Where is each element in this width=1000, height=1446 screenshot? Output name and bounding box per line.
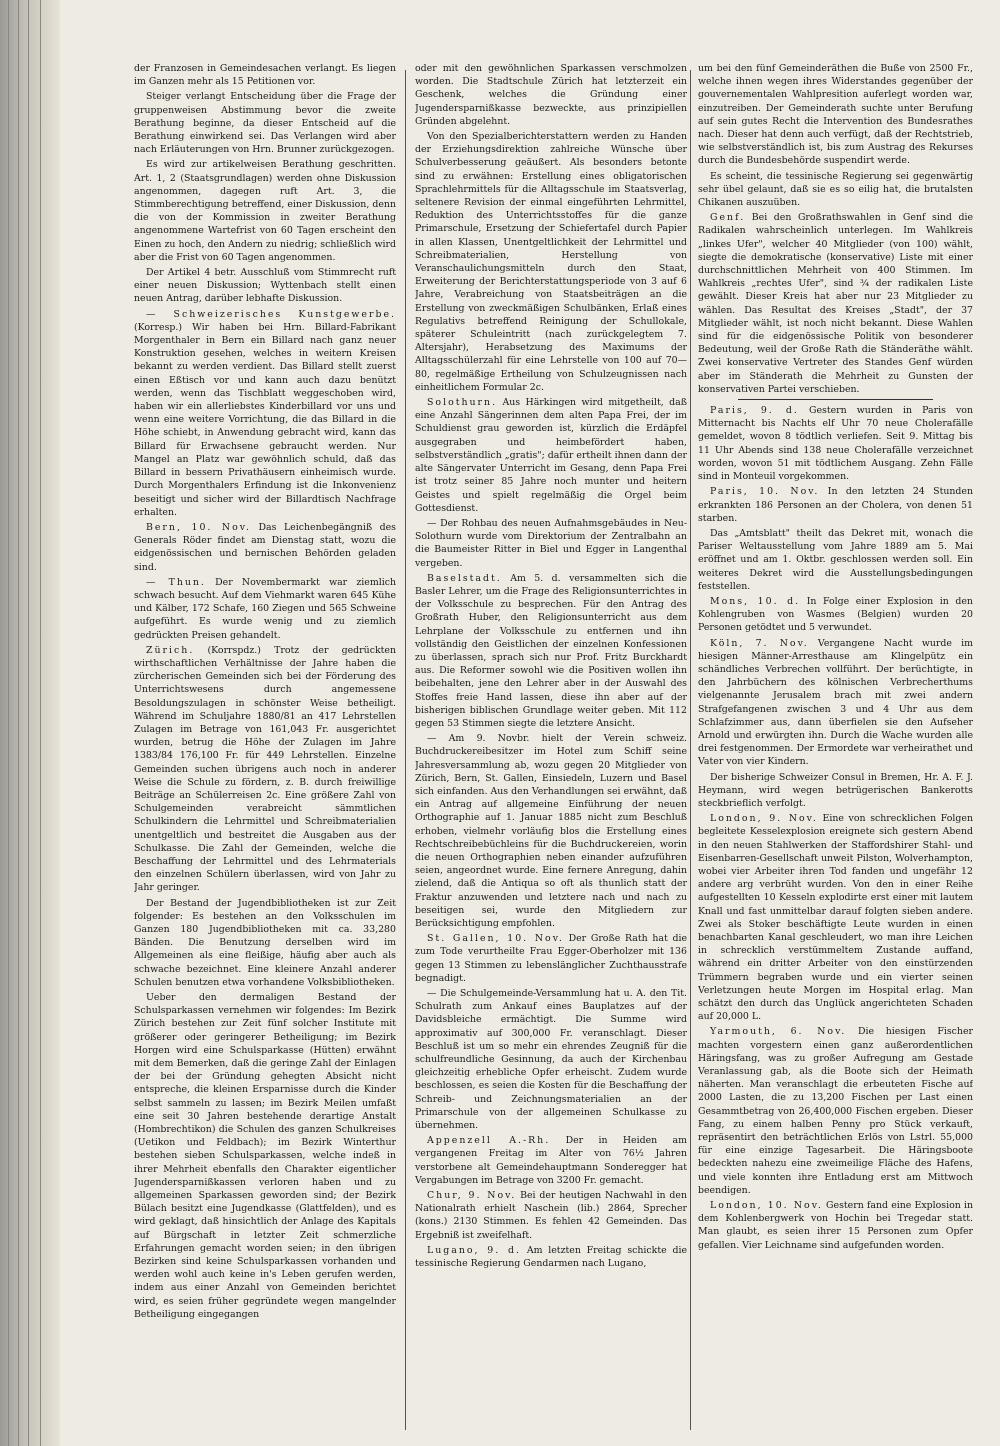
section-divider — [738, 399, 933, 400]
column-left — [134, 62, 396, 1438]
paragraph: um bei den fünf Gemeinderäthen die Buße von 2500 Fr., welche ihnen wegen ihres Widerstandes gegenüber der gouvernementalen Wahlpresition auferlegt worden war, einzutreiben. Der Gemeinderath suchte unter Berufung auf sein gutes Recht die Intervention des Bundesrathes nach. Dieser hat denn auch verfügt, daß der Rechtstrieb, wie selbstverständlich ist, bis zum Austrag des Rekurses durch die Bundesbehörde suspendirt werde. — [698, 63, 973, 167]
article-body: Bei der heutigen Nachwahl in den Nationalrath erhielt Naschein (lib.) 2864, Sprecher (kons.) 2130 Stimmen. Es fehlen 42 Gemeinden. Das Ergebniß ist zweifelhaft. — [415, 1190, 687, 1241]
article-bern — [134, 521, 396, 574]
article-body: Gestern fand eine Explosion in dem Kohlenbergwerk von Hochin bei Tregedar statt. Man glaubt, es seien ihrer 15 Personen zum Opfer gefallen. Vier Leichname sind aufgefunden worden. — [698, 1200, 973, 1251]
column-right — [698, 62, 973, 1438]
paragraph: Es scheint, die tessinische Regierung sei gegenwärtig sehr übel gelaunt, daß sie es so eilig hat, die brutalsten Chikanen auszuüben. — [698, 170, 973, 209]
article-body: (Korresp.) Wir haben bei Hrn. Billard-Fabrikant Morgenthaler in Bern ein Billard nach ganz neuer Konstruktion gesehen, welches in weitern Kreisen bekannt zu werden verdient. Das Billard stellt zuerst einen Eßtisch vor und kann auch dazu benützt werden, wenn das Tischblatt weggeschoben wird, haben wir ein allerliebstes Kinderbillard vor uns und wenn eine weitere Vorrichtung, die das Billard in die Höhe schiebt, in Anwendung gebracht wird, kann das Billard für Erwachsene gebraucht werden. Nur Mangel an Platz war gewöhnlich schuld, daß das Billard in bessern Privathäusern einheimisch wurde. Durch Morgenthalers Erfindung ist die Inkonvenienz beseitigt und sicher wird der Billardtisch Nachfrage erhalten. — [134, 321, 396, 518]
paragraph: — Am 9. Novbr. hielt der Verein schweiz. Buchdruckereibesitzer im Hotel zum Schiff seine Jahresversammlung ab, wozu gegen 20 Mitglieder von Zürich, Bern, St. Gallen, Einsiedeln, Luzern und Basel sich einfanden. Aus den Verhandlungen sei erwähnt, daß ein Antrag auf allgemeine Einführung der neuen Orthographie auf 1. Januar 1885 nicht zum Beschluß erhoben, vielmehr vorläufig blos die Erstellung eines Rechtschreibebüchleins für die Buchdruckereien, worin die neuen Orthographien neben einander aufzuführen seien, angeordnet wurde. Eine fernere Anregung, dahin zielend, daß die Antiqua so oft als thunlich statt der Fraktur anzuwenden und letztere nach und nach zu beseitigen sei, wurde den Mitgliedern zur Berücksichtigung empfohlen. — [415, 733, 687, 929]
dateline: — Schweizerisches Kunstgewerbe. — [146, 308, 396, 320]
article-baselstadt — [415, 572, 687, 730]
article-st-gallen — [415, 932, 687, 985]
article-chur — [415, 1189, 687, 1242]
article-body: Eine von schrecklichen Folgen begleitete Kesselexplosion ereignete sich gestern Abend in den neuen Stahlwerken der Staffordshirer Stahl- und Eisenbarren-Gesellschaft unweit Pilston, Wolverhampton, wobei vier Arbeiter ihren Tod fanden und ungefähr 12 andere arg verbrüht wurden. Von den in einer Reihe aufgestellten 10 Kesseln explodirte erst einer mit lautem Knall und fast unmittelbar darauf folgten sieben andere. Zwei als Stoker beschäftigte Leute wurden in einen benachbarten Kanal geschleudert, wo man ihre Leichen in schrecklich verstümmeltem Zustande auffand, während ein dritter Arbeiter von den einstürzenden Trümmern begraben wurde und ein vierter seinen Verletzungen heute Morgen im Hospital erlag. Man schätzt den durch das Unglück angerichteten Schaden auf 20,000 L. — [698, 813, 973, 1023]
article-kunstgewerbe — [134, 308, 396, 519]
article-london — [698, 812, 973, 1023]
dateline: Paris, 9. d. — [710, 405, 799, 417]
article-koeln — [698, 637, 973, 769]
column-middle — [415, 62, 687, 1438]
paragraph: Der Artikel 4 betr. Ausschluß vom Stimmrecht ruft einer neuen Diskussion; Wyttenbach stellt einen neuen Antrag, darüber lebhafte Diskussion. — [134, 267, 396, 305]
paragraph: Steiger verlangt Entscheidung über die Frage der gruppenweisen Abstimmung bevor die zweite Berathung beginne, da dieser Entscheid auf die Berathung einwirkend sei. Das Verlangen wird aber nach Erläuterungen von Hrn. Brunner zurückgezogen. — [134, 91, 396, 156]
dateline: Appenzell A.-Rh. — [427, 1135, 551, 1147]
dateline: London, 10. Nov. — [710, 1200, 823, 1212]
article-yarmouth — [698, 1025, 973, 1197]
dateline: Solothurn. — [427, 397, 498, 409]
dateline: Mons, 10. d. — [710, 595, 801, 607]
article-body: Gestern wurden in Paris von Mitternacht bis Nachts elf Uhr 70 neue Cholerafälle gemeldet, wovon 8 tödtlich verliefen. Seit 9. Mittag bis 11 Uhr Abends sind 138 neue Cholerafälle verzeichnet worden, wovon 51 mit tödtlichem Ausgang. Zehn Fälle sind in Monteuil vorgekommen. — [698, 405, 973, 483]
article-body: Aus Härkingen wird mitgetheilt, daß eine Anzahl Sängerinnen dem alten Papa Frei, der im Schuldienst grau geworden ist, kürzlich die Erdäpfel ausgegraben und heimbefördert haben, selbstverständlich „gratis"; dafür ertheilt ihnen dann der alte Sängervater Unterricht im Gesang, denn Papa Frei ist trotz seiner 85 Jahre noch munter und heitern Geistes und spielt regelmäßig die Orgel beim Gottesdienst. — [415, 397, 687, 514]
column-rule — [405, 70, 406, 1430]
column-rule — [690, 70, 691, 1430]
paragraph: Ueber den dermaligen Bestand der Schulsparkassen vernehmen wir folgendes: Im Bezirk Zürich bestehen zur Zeit fünf solcher Institute mit größerer oder geringerer Betheiligung; im Bezirk Horgen wird eine Schulsparkasse (Hütten) erwähnt mit dem Bemerken, daß die geringe Zahl der Einlagen der bei der Gründung gehegten Absicht nicht entspreche, die kleinen Ersparnisse durch die Kinder selbst sammeln zu lassen; im Bezirk Meilen umfaßt eine seit 30 Jahren bestehende derartige Anstalt (Hombrechtikon) die Schulen des ganzen Schulkreises (Uetikon und Feldbach); im Bezirk Winterthur bestehen sieben Schulsparkassen, welche indeß in ihrer Mehrheit ebenfalls den Charakter eigentlicher Jugendersparnißkassen verloren haben und zu allgemeinen Sparkassen geworden sind; der Bezirk Bülach besitzt eine Jugendkasse (Glattfelden), und es wird geklagt, daß hinsichtlich der Anlage des Kapitals auf Bürgschaft in letzter Zeit schmerzliche Erfahrungen gemacht worden seien; in den übrigen Bezirken sind keine Schulsparkassen vorhanden und werden wohl auch keine in's Leben gerufen werden, indem aus einer Anzahl von Gemeinden berichtet wird, es seien früher gegründete wegen mangelnder Betheiligung eingegangen — [134, 992, 396, 1320]
article-solothurn — [415, 396, 687, 515]
article-paris-2 — [698, 485, 973, 525]
paragraph: Das „Amtsblatt" theilt das Dekret mit, wonach die Pariser Weltausstellung vom Jahre 1889 am 5. Mai eröffnet und am 1. Oktbr. geschlossen werden soll. Ein weiteres Dekret wird die Ausstellungsbedingungen feststellen. — [698, 527, 973, 592]
paragraph: Von den Spezialberichterstattern werden zu Handen der Erziehungsdirektion zahlreiche Wünsche über Schulverbesserung geäußert. Als besonders betonte sind zu erwähnen: Erstellung eines obligatorischen Sprachlehrmittels für die Alltagsschule im Staatsverlag, seltenere Revision der einmal eingeführten Lehrmittel, Reduktion des Unterrichtsstoffes für die ganze Primarschule, Ersetzung der Schiefertafel durch Papier in allen Klassen, Unentgeltlichkeit der Lehrmittel und Schreibmaterialien, Herstellung von Veranschaulichungsmitteln durch den Staat, Erweiterung der Berichterstattungsperiode von 3 auf 6 Jahre, Verabreichung von Staatsbeiträgen an die Erstellung von zweckmäßigen Schulbänken, Erlaß eines Regulativs betreffend Reinigung der Schullokale, späterer Schuleintritt (nach zurückgelegtem 7. Altersjahr), Herabsetzung des Maximums der Alltagsschülerzahl für eine Lehrstelle von 100 auf 70—80, regelmäßige Ertheilung von Schulzeugnissen nach einheitlichem Formular 2c. — [415, 131, 687, 393]
book-binding — [0, 0, 60, 1446]
article-body: Der Große Rath hat die zum Tode verurtheilte Frau Egger-Oberholzer mit 136 gegen 13 Stimmen zu lebenslänglicher Zuchthausstrafe begnadigt. — [415, 933, 687, 984]
newspaper-page — [60, 0, 1000, 1446]
article-body: Das Leichenbegängniß des Generals Röder findet am Dienstag statt, wozu die eidgenössischen und bernischen Behörden geladen sind. — [134, 521, 396, 573]
article-body: Der Novembermarkt war ziemlich schwach besucht. Auf dem Viehmarkt waren 645 Kühe und Kälber, 172 Schafe, 160 Ziegen und 565 Schweine aufgeführt. Es wurde wenig und zu ziemlich gedrückten Preisen gehandelt. — [134, 576, 396, 641]
article-body: Am letzten Freitag schickte die tessinische Regierung Gendarmen nach Lugano, — [415, 1244, 687, 1270]
dateline: Chur, 9. Nov. — [427, 1190, 517, 1202]
paragraph: Der Bestand der Jugendbibliotheken ist zur Zeit folgender: Es bestehen an den Volksschulen im Ganzen 180 Jugendbibliotheken mit ca. 33,280 Bänden. Die Benutzung derselben wird im Allgemeinen als eine fleißige, häufig aber auch als schwache bezeichnet. Eine kleinere Anzahl anderer Schulen benutzen etwa vorhandene Volksbibliotheken. — [134, 897, 396, 988]
dateline: Genf. — [710, 212, 746, 224]
paragraph: — Die Schulgemeinde-Versammlung hat u. A. den Tit. Schulrath zum Ankauf eines Bauplatzes auf der Davidsbleiche ermächtigt. Die Summe wird approximativ auf 300,000 Fr. veranschlagt. Dieser Beschluß ist um so mehr ein ehrendes Zeugniß für die schulfreundliche Gesinnung, da auch der Kirchenbau gleichzeitig erhebliche Opfer erheischt. Zudem wurde beschlossen, es seien die Kosten für die Beschaffung der Schreib- und Zeichnungsmaterialien an der Primarschule von der allgemeinen Schulkasse zu übernehmen. — [415, 988, 687, 1132]
dateline: Bern, 10. Nov. — [146, 521, 251, 533]
dateline: London, 9. Nov. — [710, 813, 818, 825]
article-body: Am 5. d. versammelten sich die Basler Lehrer, um die Frage des Religionsunterrichtes in der Volksschule zu besprechen. Für den Antrag des Großrath Huber, den Religionsunterricht aus dem Lehrplane der Volksschule zu entfernen und ihn vollständig den Geistlichen der einzelnen Konfessionen zu überlassen, sprach sich nur Prof. Fritz Burckhardt aus. Die Reformer sowohl wie die Positiven wollen ihn beibehalten, jene den Lehrer aber in der Auswahl des Stoffes freie Hand lassen, diese ihn aber auf der bisherigen biblischen Grundlage weiter geben. Mit 112 gegen 53 Stimmen siegte die letztere Ansicht. — [415, 572, 687, 729]
article-body: Der in Heiden am vergangenen Freitag im Alter von 76½ Jahren verstorbene alt Gemeindehauptmann Sonderegger hat Vergabungen im Betrage von 3200 Fr. gemacht. — [415, 1135, 687, 1186]
paragraph: der Franzosen in Gemeindesachen verlangt. Es liegen im Ganzen mehr als 15 Petitionen vor. — [134, 63, 396, 88]
article-body: (Korrspdz.) Trotz der gedrückten wirthschaftlichen Verhältnisse der Jahre haben die zürcherischen Gemeinden sich bei der Förderung des Unterrichtswesens durch angemessene Besoldungszulagen in schönster Weise betheiligt. Während im Schuljahre 1880/81 an 417 Lehrstellen Zulagen im Betrage von 161,043 Fr. ausgerichtet wurden, betrug die Höhe der Zulagen im Jahre 1383/84 176,100 Fr. für 449 Lehrstellen. Einzelne Gemeinden suchen übrigens auch noch in anderer Weise die Schule zu fördern, z. B. durch freiwillige Beiträge an Schülerreisen 2c. Eine größere Zahl von Schulgemeinden verabreicht sämmtlichen Schulkindern die Lehrmittel und Schreibmaterialien unentgeltlich und bestreitet die Ausgaben aus der Schulkasse. Die Zahl der Gemeinden, welche die Beschaffung der Lehrmittel und des Lehrmaterials den einzelnen Schülern überlassen, wird von Jahr zu Jahr geringer. — [134, 644, 396, 894]
article-body: Bei den Großrathswahlen in Genf sind die Radikalen wahrscheinlich unterlegen. Im Wahlkreis „linkes Ufer", welcher 40 Mitglieder (von 100) wählt, siegte die demokratische (konservative) Liste mit einer durchschnittlichen Mehrheit von 400 Stimmen. Im Wahlkreis „rechtes Ufer", sind ¾ der radikalen Liste gewählt. Dieser Kreis hat aber nur 23 Mitglieder zu wählen. Das Resultat des Kreises „Stadt", der 37 Mitglieder wählt, ist noch nicht bekannt. Diese Wahlen sind für die eidgenössische Politik von besonderer Bedeutung, weil der Große Rath die Ständeräthe wählt. Zwei konservative Vertreter des Standes Genf würden aber im Ständerath die Mehrheit zu Gunsten der konservativen Partei verschieben. — [698, 212, 973, 395]
dateline: Zürich. — [146, 644, 195, 656]
paragraph: oder mit den gewöhnlichen Sparkassen verschmolzen worden. Die Stadtschule Zürich hat letzterzeit ein Geschenk, welches die Gründung einer Jugendersparnißkasse bezweckte, aus prinzipiellen Gründen abgelehnt. — [415, 63, 687, 127]
article-appenzell — [415, 1134, 687, 1187]
article-body: In Folge einer Explosion in den Kohlengruben von Wasmes (Belgien) wurden 20 Personen getödtet und 5 verwundet. — [698, 595, 973, 634]
paragraph: Der bisherige Schweizer Consul in Bremen, Hr. A. F. J. Heymann, wird wegen betrügerischen Bankerotts steckbrieflich verfolgt. — [698, 771, 973, 809]
dateline: Baselstadt. — [427, 572, 502, 584]
article-zuerich — [134, 644, 396, 895]
paragraph: Es wird zur artikelweisen Berathung geschritten. Art. 1, 2 (Staatsgrundlagen) werden ohne Diskussion angenommen, dagegen ruft Art. 3, die Stimmberechtigung betreffend, einer Diskussion, denn die von der Kommission in zweiter Berathung angenommene Wartefrist von 60 Tagen erscheint den Einen zu hoch, den Andern zu niedrig; schließlich wird aber die Frist von 60 Tagen angenommen. — [134, 159, 396, 263]
paragraph: — Der Rohbau des neuen Aufnahmsgebäudes in Neu-Solothurn wurde vom Direktorium der Zentralbahn an die Baumeister Ritter in Biel und Egger in Langenthal vergeben. — [415, 517, 687, 569]
article-paris — [698, 404, 973, 483]
dateline: Köln, 7. Nov. — [710, 637, 809, 649]
article-genf — [698, 211, 973, 396]
dateline: Yarmouth, 6. Nov. — [710, 1026, 847, 1038]
dateline: Lugano, 9. d. — [427, 1244, 522, 1256]
article-lugano — [415, 1244, 687, 1270]
article-body: Die hiesigen Fischer machten vorgestern einen ganz außerordentlichen Häringsfang, was zu großer Aufregung am Gestade Veranlassung gab, als die Boote sich der Heimath näherten. Man veranschlagt die erbeuteten Fische auf 2000 Lasten, die zu 13,200 Fischen per Last einen Gesammtbetrag von 26,400,000 Fischen ergeben. Dieser Fang, zu einem halben Penny pro Stück verkauft, repräsentirt den beträchtlichen Erlös von Lstrl. 55,000 für eine einzige Tagesarbeit. Die Häringsboote bedeckten nahezu eine zweimeilige Fläche des Hafens, und viele konnten ihre Entladung erst am Mittwoch beendigen. — [698, 1026, 973, 1196]
dateline: Paris, 10. Nov. — [710, 486, 820, 498]
article-body: Vergangene Nacht wurde im hiesigen Männer-Arresthause am Klingelpütz ein schändliches Verbrechen vollführt. Der berüchtigte, in den Jahrbüchern des kölnischen Verbrecherthums vielgenannte Jerusalem brach mit zwei andern Strafgefangenen zwischen 3 und 4 Uhr aus dem Schlafzimmer aus, dann überfielen sie den Aufseher Arnold und erwürgten ihn. Durch die Wache wurden alle drei festgenommen. Der Ermordete war verheirathet und Vater von vier Kindern. — [698, 637, 973, 768]
article-london-2 — [698, 1199, 973, 1252]
dateline: St. Gallen, 10. Nov. — [427, 933, 564, 945]
dateline: — Thun. — [146, 576, 206, 588]
article-thun — [134, 576, 396, 642]
article-body: In den letzten 24 Stunden erkrankten 186 Personen an der Cholera, von denen 51 starben. — [698, 486, 973, 524]
article-mons — [698, 595, 973, 635]
